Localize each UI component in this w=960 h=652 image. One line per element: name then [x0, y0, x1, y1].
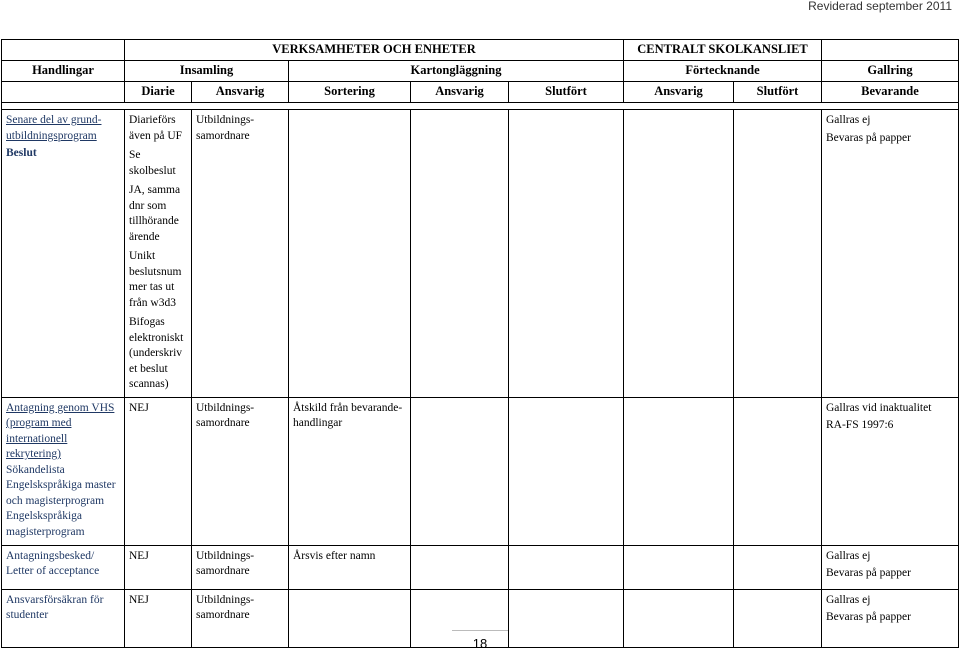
- gallring-cell: Gallras vid inaktualitet RA-FS 1997:6: [822, 397, 959, 545]
- col-diarie: Diarie: [125, 82, 192, 103]
- diarie-cell: NEJ: [125, 397, 192, 545]
- col-ansvarig-1: Ansvarig: [192, 82, 289, 103]
- diarie-cell: NEJ: [125, 589, 192, 647]
- diarie-cell: NEJ: [125, 545, 192, 589]
- sortering-cell: Åtskild från bevarande-handlingar: [289, 397, 411, 545]
- ansvarig-cell: Utbildnings-samordnare: [192, 589, 289, 647]
- col-ansvarig-3: Ansvarig: [624, 82, 734, 103]
- col-kartongläggning: Kartongläggning: [289, 61, 624, 82]
- handling-cell: Antagningsbesked/ Letter of acceptance: [2, 545, 125, 589]
- col-slutfört-1: Slutfört: [509, 82, 624, 103]
- group-header-verksamheter: VERKSAMHETER OCH ENHETER: [125, 40, 624, 61]
- col-sortering: Sortering: [289, 82, 411, 103]
- col-förtecknande: Förtecknande: [624, 61, 822, 82]
- ansvarig-cell: Utbildnings-samordnare: [192, 110, 289, 398]
- ansvarig-cell: Utbildnings-samordnare: [192, 397, 289, 545]
- ansvarig-cell: Utbildnings-samordnare: [192, 545, 289, 589]
- col-insamling: Insamling: [125, 61, 289, 82]
- sortering-cell: [289, 110, 411, 398]
- table-row: [2, 545, 959, 589]
- sortering-cell: Årsvis efter namn: [289, 545, 411, 589]
- diarie-cell: Diarieförs även på UF Se skolbeslut JA, samma dnr som tillhörande ärende Unikt beslutsnum mer tas ut från w3d3 Bifogas elektroniskt (underskriv et beslut scannas): [125, 110, 192, 398]
- page-divider: [452, 630, 508, 631]
- col-gallring: Gallring: [822, 61, 959, 82]
- col-ansvarig-2: Ansvarig: [411, 82, 509, 103]
- col-bevarande: Bevarande: [822, 82, 959, 103]
- page-number: 18: [472, 636, 488, 651]
- handling-cell: Senare del av grund- utbildningsprogram Beslut: [2, 110, 125, 398]
- table-row: [2, 110, 959, 398]
- handling-cell: Ansvarsförsäkran för studenter: [2, 589, 125, 647]
- col-handlingar: Handlingar: [2, 61, 125, 82]
- archive-plan-table: [1, 39, 959, 648]
- handling-cell: Antagning genom VHS (program med internationell rekrytering) Sökandelista Engelskspråkiga master och magisterprogram Engelskspråkiga magisterprogram: [2, 397, 125, 545]
- gallring-cell: Gallras ej Bevaras på papper: [822, 589, 959, 647]
- table-row: [2, 397, 959, 545]
- gallring-cell: Gallras ej Bevaras på papper: [822, 545, 959, 589]
- col-slutfört-2: Slutfört: [734, 82, 822, 103]
- gallring-cell: Gallras ej Bevaras på papper: [822, 110, 959, 398]
- group-header-centralt: CENTRALT SKOLKANSLIET: [624, 40, 822, 61]
- revision-note: Reviderad september 2011: [808, 0, 952, 13]
